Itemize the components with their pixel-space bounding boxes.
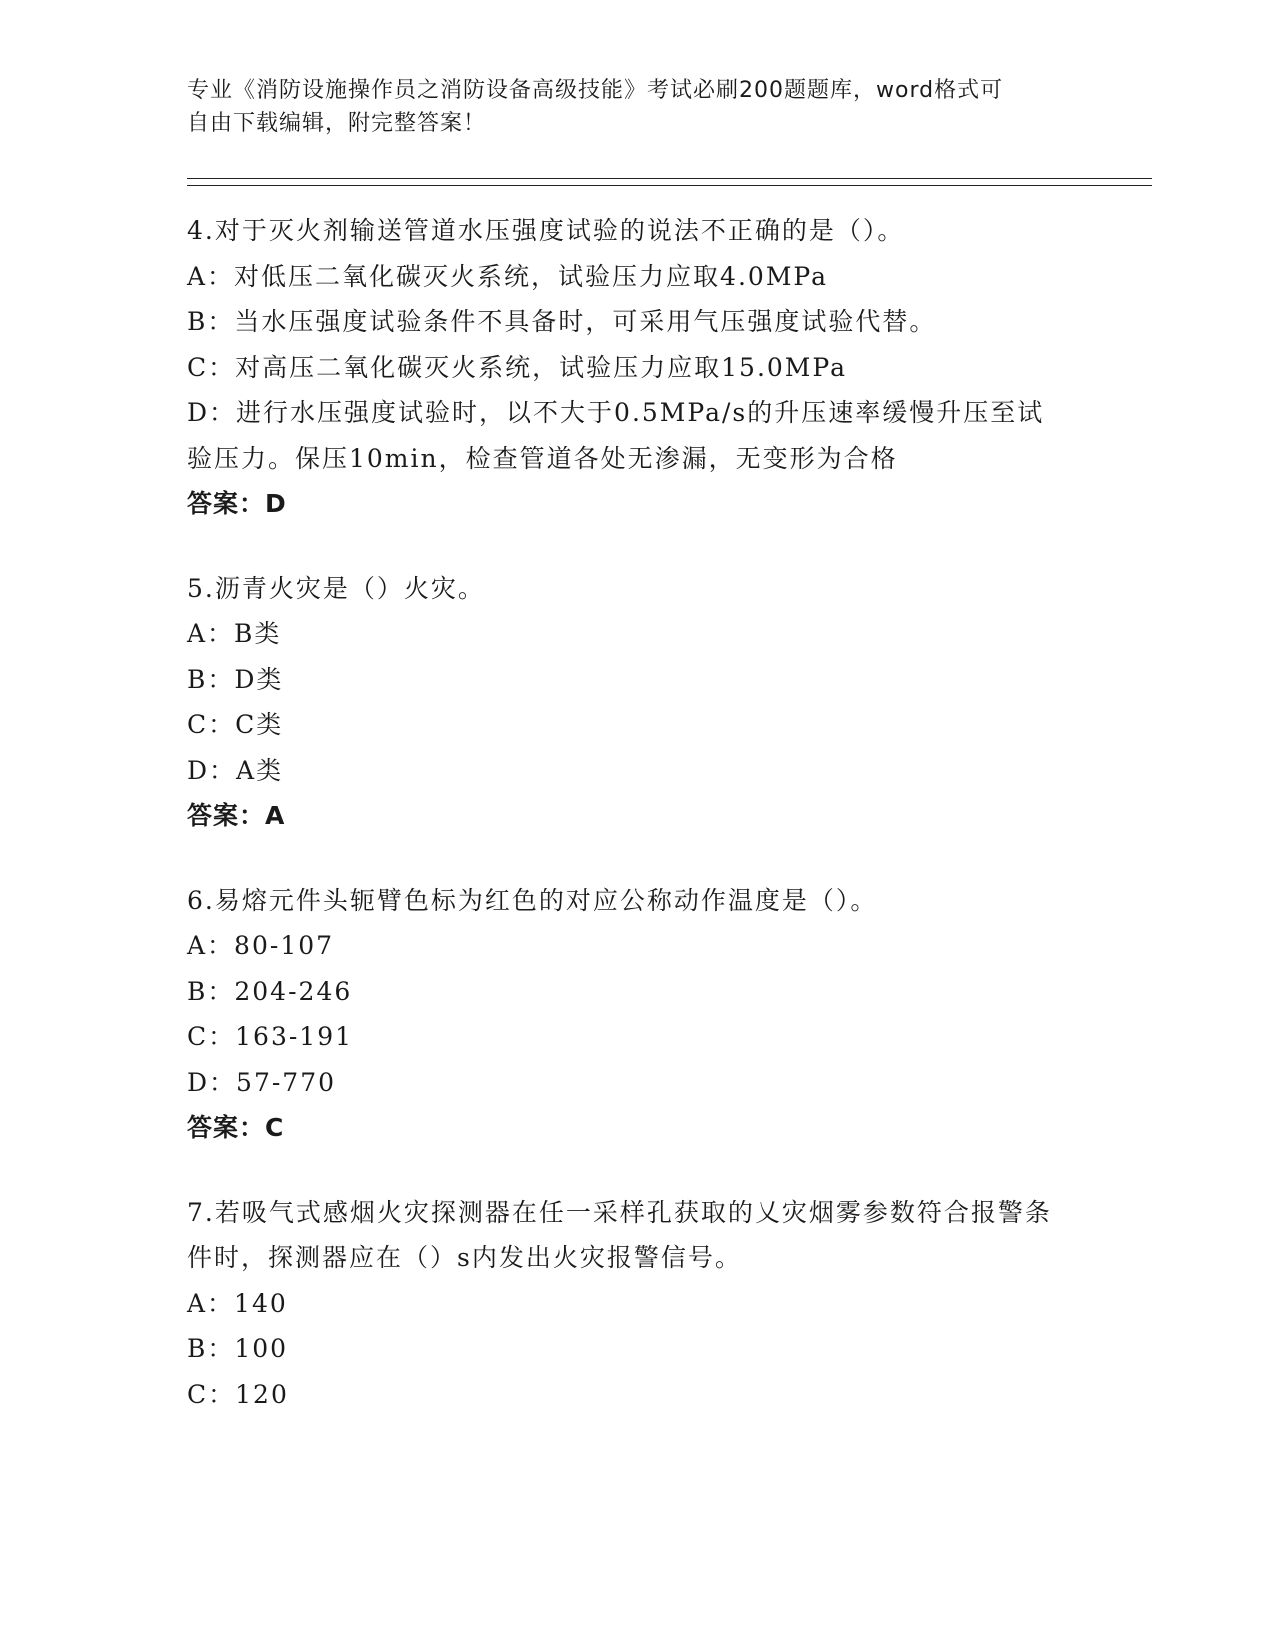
question-list [187,208,1087,1456]
question-5 [187,566,1087,839]
question-6 [187,878,1087,1151]
option-b: B：当水压强度试验条件不具备时，可采用气压强度试验代替。 [187,307,937,336]
header-line-2: 自由下载编辑，附完整答案！ [187,111,487,136]
option-d: D：进行水压强度试验时，以不大于0.5MPa/s的升压速率缓慢升压至试验压力。保压10min，检查管道各处无渗漏，无变形为合格 [187,398,1045,473]
document-header [187,74,1067,140]
question-7 [187,1190,1087,1418]
option-a: A：80-107 [187,931,335,960]
option-c: C：163-191 [187,1022,354,1051]
option-b: B：100 [187,1334,289,1363]
option-b: B：204-246 [187,976,353,1006]
header-line-1: 专业《消防设施操作员之消防设备高级技能》考试必刷200题题库，word格式可 [187,78,1004,103]
question-stem: 7.若吸气式感烟火灾探测器在任一采样孔获取的乂灾烟雾参数符合报警条件时，探测器应在（）s内发出火灾报警信号。 [187,1197,1052,1272]
option-c: C：C类 [187,710,284,739]
answer-label: 答案：D [187,489,287,518]
question-4 [187,208,1087,527]
question-stem: 6.易熔元件头轭臂色标为红色的对应公称动作温度是（）。 [187,885,878,915]
option-a: A：B类 [187,619,282,648]
header-divider [187,178,1152,186]
answer-label: 答案：C [187,1113,285,1142]
option-c: C：120 [187,1379,289,1409]
option-a: A：140 [187,1288,288,1318]
option-d: D：57-770 [187,1067,337,1097]
option-b: B：D类 [187,664,284,694]
option-a: A：对低压二氧化碳灭火系统，试验压力应取4.0MPa [187,261,829,291]
answer-label: 答案：A [187,801,286,830]
question-stem: 5.沥青火灾是（）火灾。 [187,573,485,603]
option-d: D：A类 [187,755,284,785]
option-c: C：对高压二氧化碳灭火系统，试验压力应取15.0MPa [187,352,847,382]
question-stem: 4.对于灭火剂输送管道水压强度试验的说法不正确的是（）。 [187,216,905,245]
